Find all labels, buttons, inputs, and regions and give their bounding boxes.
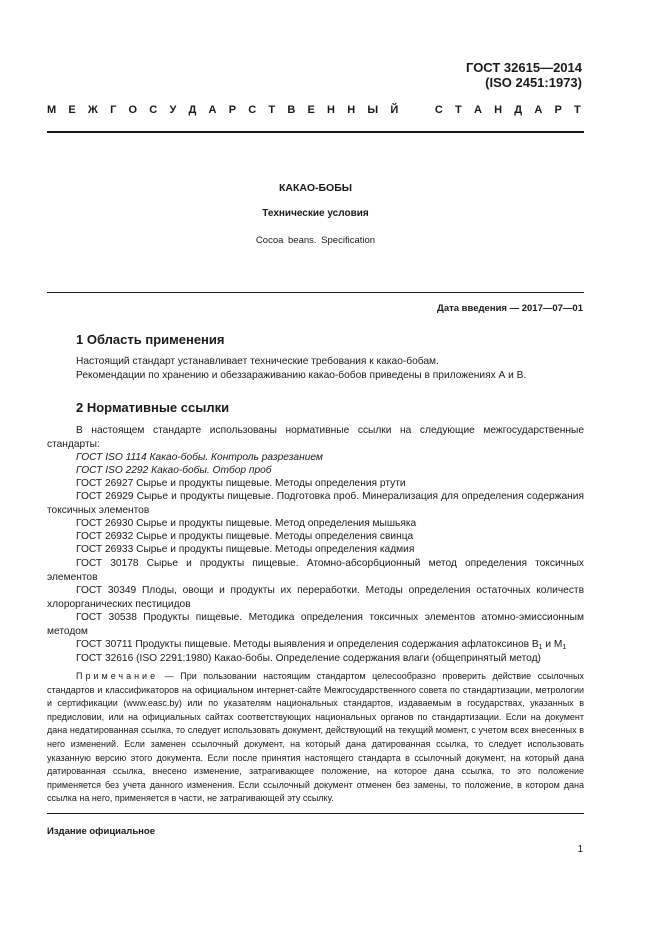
document-subtitle: Технические условия [262, 208, 369, 219]
ref-gost-30178: ГОСТ 30178 Сырье и продукты пищевые. Атомно-абсорбционный метод определения токсичных элементов [47, 558, 584, 583]
ref-gost-26929: ГОСТ 26929 Сырье и продукты пищевые. Подготовка проб. Минерализация для определения содержания токсичных элементов [47, 491, 584, 516]
section-1-line-1: Настоящий стандарт устанавливает технические требования к какао-бобам. [76, 356, 439, 367]
ref-gost-26933: ГОСТ 26933 Сырье и продукты пищевые. Методы определения кадмия [76, 544, 415, 555]
gost-number: ГОСТ 32615—2014 [466, 60, 582, 75]
section-2-heading: 2 Нормативные ссылки [76, 400, 230, 415]
ref-gost-30349: ГОСТ 30349 Плоды, овощи и продукты их переработки. Методы определения остаточных количеств хлорорганических пестицидов [47, 585, 584, 610]
note-label: Примечание [76, 671, 159, 681]
standard-designation [466, 60, 582, 90]
ref-gost-30711: ГОСТ 30711 Продукты пищевые. Методы выявления и определения содержания афлатоксинов $В_1$ и $М_1$ [76, 639, 567, 651]
title-rule [47, 292, 584, 293]
header-rule [47, 131, 584, 133]
ref-gost-26932: ГОСТ 26932 Сырье и продукты пищевые. Методы определения свинца [76, 531, 414, 542]
section-2-intro: В настоящем стандарте использованы нормативные ссылки на следующие межгосударственные стандарты: [47, 425, 584, 450]
ref-gost-26930: ГОСТ 26930 Сырье и продукты пищевые. Метод определения мышьяка [76, 518, 417, 529]
references-note [47, 670, 584, 806]
ref-gost-iso-1114: ГОСТ ISO 1114 Какао-бобы. Контроль разрезанием [76, 452, 323, 463]
section-1-line-2: Рекомендации по хранению и обеззараживанию какао-бобов приведены в приложениях А и В. [76, 370, 527, 381]
ref-gost-26927: ГОСТ 26927 Сырье и продукты пищевые. Методы определения ртути [76, 478, 406, 489]
official-edition-label: Издание официальное [47, 826, 155, 837]
footer-rule [47, 813, 584, 814]
ref-gost-iso-2292: ГОСТ ISO 2292 Какао-бобы. Отбор проб [76, 465, 272, 476]
interstate-standard-banner: М Е Ж Г О С У Д А Р С Т В Е Н Н Ы Й С Т А Н Д А Р Т [47, 104, 581, 116]
section-1-heading: 1 Область применения [76, 332, 225, 347]
document-english-title: Cocoa beans. Specification [255, 235, 376, 246]
iso-number: (ISO 2451:1973) [485, 75, 582, 90]
page-number: 1 [577, 844, 583, 855]
ref-gost-32616: ГОСТ 32616 (ISO 2291:1980) Какао-бобы. Определение содержания влаги (общепринятый метод) [76, 653, 541, 664]
ref-gost-30538: ГОСТ 30538 Продукты пищевые. Методика определения токсичных элементов атомно-эмиссионным методом [47, 612, 584, 637]
date-of-introduction: Дата введения — 2017—07—01 [437, 303, 583, 314]
document-title: КАКАО-БОБЫ [278, 182, 353, 194]
note-text: — При пользовании настоящим стандартом целесообразно проверить действие ссылочных стандартов и классификаторов на официальном интернет-сайте Межгосударственного совета по стандартизации, метрологии и сертификации (www.easc.by) или по указателям национальных стандартов, издаваемым в государствах, указанных в предисловии, или на официальных сайтах соответствующих национальных органов по стандартизации. Если на документ дана недатированная ссылка, то следует использовать документ, действующий на текущий момент, с учетом всех внесенных в него изменений. Если заменен ссылочный документ, на который дана датированная ссылка, то следует использовать указанную версию этого документа. Если после принятия настоящего стандарта в ссылочный документ, на который дана датированная ссылка, внесено изменение, затрагивающее положение, на которое дана ссылка, то это положение применяется без учета данного изменения. Если ссылочный документ отменен без замены, то положение, в котором дана ссылка на него, применяется в части, не затрагивающей эту ссылку. [47, 671, 584, 804]
